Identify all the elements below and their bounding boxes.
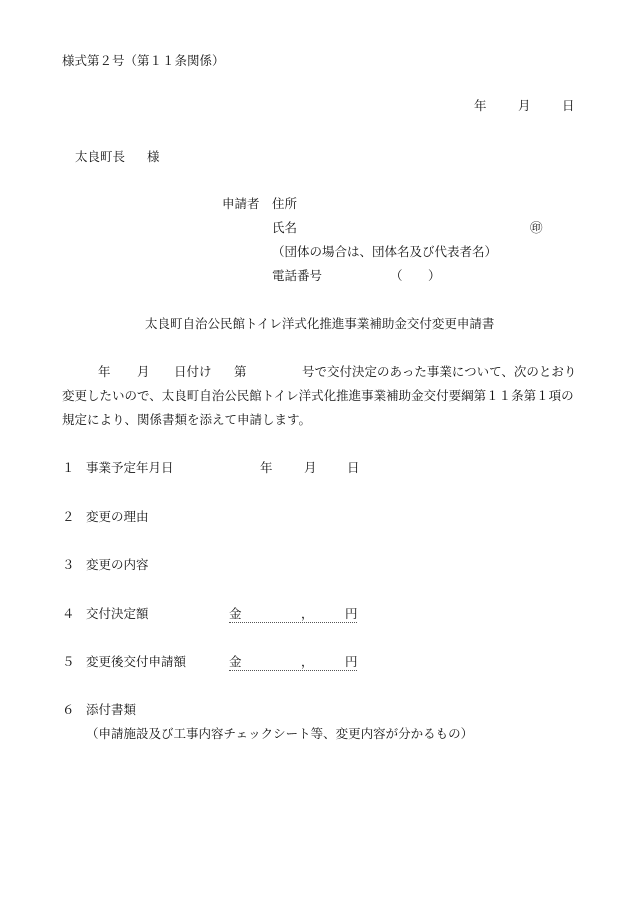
item-6-number: ６ <box>62 702 75 717</box>
item-6-label: 添付書類 <box>86 702 137 717</box>
item-1-number: １ <box>62 460 75 475</box>
body-month: 月 <box>137 364 150 379</box>
item-3-number: ３ <box>62 557 75 572</box>
applicant-label: 申請者 <box>222 196 260 211</box>
body-day-dated: 日付け <box>174 364 212 379</box>
body-line1-rest: 号で交付決定のあった事業について、次のとおり <box>302 364 577 379</box>
group-note: （団体の場合は、団体名及び代表者名） <box>272 244 498 259</box>
item-5-label: 変更後交付申請額 <box>86 654 187 669</box>
date-month-label: 月 <box>518 98 531 113</box>
item-4-yen: 円 <box>345 606 358 621</box>
item-4-label: 交付決定額 <box>86 606 149 621</box>
item-5-number: ５ <box>62 654 75 669</box>
item-3-label: 変更の内容 <box>86 557 149 572</box>
item-1-label: 事業予定年月日 <box>86 460 174 475</box>
seal-mark: ㊞ <box>530 220 543 235</box>
document-title: 太良町自治公民館トイレ洋式化推進事業補助金交付変更申請書 <box>145 316 495 331</box>
item-2-number: ２ <box>62 509 75 524</box>
item-4-number: ４ <box>62 606 75 621</box>
phone-label: 電話番号 <box>272 268 323 283</box>
form-number: 様式第２号（第１１条関係） <box>62 53 225 68</box>
item-1-year: 年 <box>260 460 273 475</box>
body-line3: 規定により、関係書類を添えて申請します。 <box>62 412 312 427</box>
item-6-note: （申請施設及び工事内容チェックシート等、変更内容が分かるもの） <box>86 726 474 741</box>
item-4-amount-field <box>229 606 357 627</box>
item-2-label: 変更の理由 <box>86 509 149 524</box>
item-4-comma: ， <box>301 606 314 621</box>
item-1-day: 日 <box>347 460 360 475</box>
body-line2: 変更したいので、太良町自治公民館トイレ洋式化推進事業補助金交付要綱第１１条第１項の <box>62 388 574 403</box>
date-year-label: 年 <box>474 98 487 113</box>
addressee-honorific: 様 <box>147 149 160 164</box>
addressee-name: 太良町長 <box>75 149 126 164</box>
item-1-month: 月 <box>304 460 317 475</box>
item-5-comma: ， <box>301 654 314 669</box>
address-label: 住所 <box>272 196 298 211</box>
body-year: 年 <box>98 364 111 379</box>
phone-paren-open: （ <box>390 268 403 283</box>
name-label: 氏名 <box>272 220 298 235</box>
item-5-kin: 金 <box>229 654 242 669</box>
item-5-yen: 円 <box>345 654 358 669</box>
item-4-kin: 金 <box>229 606 242 621</box>
phone-paren-close: ） <box>428 268 441 283</box>
body-number-prefix: 第 <box>234 364 247 379</box>
date-day-label: 日 <box>562 98 575 113</box>
item-5-amount-field <box>229 654 357 675</box>
